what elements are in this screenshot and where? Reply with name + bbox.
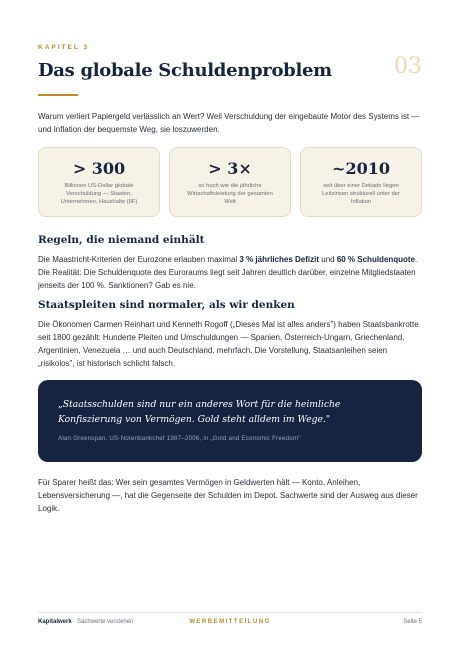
footer-divider	[38, 612, 422, 613]
section-paragraph-rules	[38, 253, 422, 292]
stat-label: so hoch wie die jährliche Wirtschaftsleistung der gesamten Welt	[187, 183, 273, 205]
text-run: Die Maastricht-Kriterien der Eurozone erlauben maximal	[38, 255, 240, 264]
bold-run: 3 % jährliches Defizit	[239, 255, 320, 264]
footer-notice: WERBEMITTEILUNG	[189, 619, 271, 625]
section-heading-defaults: Staatspleiten sind normaler, als wir denken	[38, 299, 295, 311]
chapter-label: KAPITEL 3	[38, 44, 90, 51]
closing-paragraph: Für Sparer heißt das: Wer sein gesamtes Vermögen in Geldwerten hält — Konto, Anleihen, Lebensversicherung —, hat die Gegenseite der Schulden im Depot. Sachwerte sind der Ausweg aus dieser Logik.	[38, 478, 418, 513]
text-run: . Die Realität: Die Schuldenquote des Euroraums liegt seit Jahren deutlich darüber, einzelne Mitgliedstaaten jenseits der 100 %. Sanktionen? Gab es nie.	[38, 255, 418, 290]
quote-box	[38, 380, 422, 462]
stat-card-debt	[38, 147, 160, 217]
stat-value: > 3×	[208, 159, 252, 178]
page-title: Das globale Schuldenproblem	[38, 60, 332, 81]
footer-tagline: · Sachwerte verstehen	[71, 619, 134, 625]
quote-source: Alan Greenspan, US-Notenbankchef 1987–2006, in „Gold and Economic Freedom"	[58, 435, 301, 442]
stat-card-year	[300, 147, 422, 217]
title-divider	[38, 94, 78, 96]
stat-card-multiple	[169, 147, 291, 217]
text-run: und	[319, 255, 337, 264]
section-paragraph-defaults: Die Ökonomen Carmen Reinhart und Kenneth Rogoff („Dieses Mal ist alles anders") haben Staatsbankrotte seit 1800 gezählt: Hunderte Pleiten und Umschuldungen — Spanien, Österreich-Ungarn, Griechenland, Argentinien, Venezuela … und auch Deutschland, mehrfach. Die Vorstellung, Staatsanleihen seien „risikolos", ist historisch schlicht falsch.	[38, 320, 419, 368]
footer-brand: Kapitalwerk	[38, 619, 72, 625]
stat-label: Billionen US-Dollar globale Verschuldung — Staaten, Unternehmen, Haushalte (IIF)	[60, 183, 138, 205]
stat-label: seit über einer Dekade liegen Leitzinsen strukturell unter der Inflation	[322, 183, 400, 205]
stat-value: ~2010	[332, 159, 390, 178]
page-number: Seite 5	[403, 619, 422, 625]
chapter-number: 03	[394, 54, 422, 79]
stat-value: > 300	[72, 159, 126, 178]
quote-text: „Staatsschulden sind nur ein anderes Wort für die heimliche Konfiszierung von Vermögen. Gold steht alldem im Wege."	[58, 399, 341, 425]
bold-run: 60 % Schuldenquote	[336, 255, 416, 264]
section-heading-rules: Regeln, die niemand einhält	[38, 234, 205, 246]
intro-paragraph: Warum verliert Papiergeld verlässlich an Wert? Weil Verschuldung der eingebaute Motor des Systems ist — und Inflation der bequemste Weg, sie loszuwerden.	[38, 112, 420, 134]
stats-row	[38, 147, 422, 217]
